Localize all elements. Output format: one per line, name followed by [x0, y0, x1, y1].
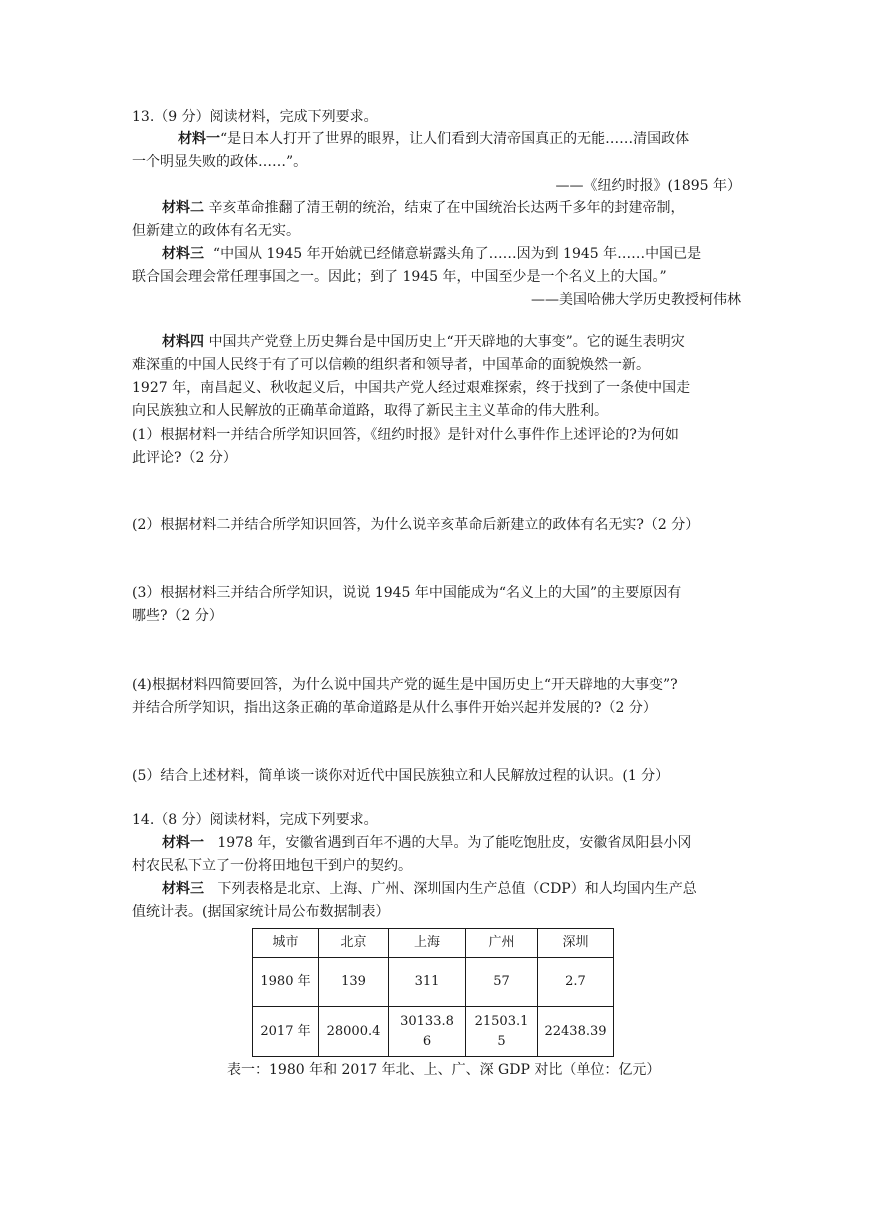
table-cell: 57	[466, 958, 538, 1007]
table-header-cell: 广州	[466, 929, 538, 958]
q13-header: 13.（9 分）阅读材料，完成下列要求。	[132, 109, 378, 125]
q13-material-4-line-1	[162, 332, 685, 352]
q13-material-2-line-2: 但新建立的政体有名无实。	[132, 223, 300, 239]
q13-sub-question-3-line-1: (3）根据材料三并结合所学知识，说说 1945 年中国能成为“名义上的大国”的主要原因有	[132, 585, 682, 601]
table-row	[253, 1007, 614, 1057]
q13-sub-question-1-line-2: 此评论?（2 分）	[132, 450, 237, 466]
table-cell	[466, 1007, 538, 1057]
q13-sub-question-4-line-2: 并结合所学知识，指出这条正确的革命道路是从什么事件开始兴起并发展的?（2 分）	[132, 700, 657, 716]
table-cell: 139	[319, 958, 389, 1007]
cell-text-line: 21503.1	[474, 1013, 529, 1029]
q14-header: 14.（8 分）阅读材料，完成下列要求。	[132, 812, 378, 828]
cell-text-line: 6	[422, 1033, 432, 1049]
q13-sub-question-4-line-1: (4)根据材料四简要回答，为什么说中国共产党的诞生是中国历史上“开天辟地的大事变”?	[132, 677, 678, 693]
q13-material-4-line-4: 向民族独立和人民解放的正确革命道路，取得了新民主主义革命的伟大胜利。	[132, 403, 608, 419]
table-cell: 2.7	[538, 958, 614, 1007]
q13-material-3-line-2: 联合国会理会常任理事国之一。因此；到了 1945 年，中国至少是一个名义上的大国。”	[132, 269, 667, 285]
material-label: 材料一	[178, 131, 220, 147]
material-label: 材料三	[162, 246, 204, 262]
q13-material-1-line-1	[178, 129, 689, 149]
q13-material-3-line-1	[162, 244, 701, 264]
q14-material-1-line-2: 村农民私下立了一份将田地包干到户的契约。	[132, 858, 412, 874]
q13-sub-question-1-line-1: (1）根据材料一并结合所学知识回答，《纽约时报》是针对什么事件作上述评论的?为何如	[132, 427, 679, 443]
q14-material-3-line-1	[162, 879, 697, 899]
gdp-table	[252, 928, 614, 1057]
table-header-cell: 北京	[319, 929, 389, 958]
cell-text-line: 5	[497, 1033, 506, 1049]
q14-material-1-line-1	[162, 833, 691, 853]
table-cell: 311	[389, 958, 466, 1007]
q13-material-3-source: ——美国哈佛大学历史教授柯伟林	[531, 292, 741, 308]
q13-material-1-line-2: 一个明显失败的政体……”。	[132, 154, 308, 170]
material-text: “是日本人打开了世界的眼界，让人们看到大清帝国真正的无能……清国政体	[220, 131, 690, 147]
material-label: 材料四	[162, 334, 204, 350]
material-label: 材料三	[162, 881, 204, 897]
material-text: 辛亥革命推翻了清王朝的统治，结束了在中国统治长达两千多年的封建帝制，	[208, 200, 685, 216]
table-header-cell: 上海	[389, 929, 466, 958]
table-cell: 22438.39	[538, 1007, 614, 1057]
table-cell: 28000.4	[319, 1007, 389, 1057]
material-text: 1978 年，安徽省遇到百年不遇的大旱。为了能吃饱肚皮，安徽省凤阳县小冈	[217, 835, 692, 851]
q13-material-4-line-3: 1927 年，南昌起义、秋收起义后，中国共产党人经过艰难探索，终于找到了一条使中国走	[132, 380, 691, 396]
table-header-cell: 城市	[253, 929, 319, 958]
q13-sub-question-2: (2）根据材料二并结合所学知识回答，为什么说辛亥革命后新建立的政体有名无实?（2 分）	[132, 517, 700, 533]
q13-material-4-line-2: 难深重的中国人民终于有了可以信赖的组织者和领导者，中国革命的面貌焕然一新。	[132, 357, 650, 373]
table-row	[253, 958, 614, 1007]
material-text: 下列表格是北京、上海、广州、深圳国内生产总值（CDP）和人均国内生产总	[217, 881, 697, 897]
material-label: 材料二	[162, 200, 204, 216]
q13-sub-question-5: (5）结合上述材料，简单谈一谈你对近代中国民族独立和人民解放过程的认识。(1 分）	[132, 768, 670, 784]
table-caption: 表一：1980 年和 2017 年北、上、广、深 GDP 对比（单位：亿元）	[227, 1062, 661, 1078]
material-text: “中国从 1945 年开始就已经储意崭露头角了……因为到 1945 年……中国已是	[212, 246, 702, 262]
table-header-row	[253, 929, 614, 958]
cell-text-line: 30133.8	[400, 1013, 454, 1029]
q14-material-3-line-2: 值统计表。(据国家统计局公布数据制表）	[132, 904, 390, 920]
table-cell: 2017 年	[253, 1007, 319, 1057]
q13-material-1-source: ——《纽约时报》(1895 年）	[555, 178, 741, 194]
table-cell	[389, 1007, 466, 1057]
material-text: 中国共产党登上历史舞台是中国历史上“开天辟地的大事变”。它的诞生表明灾	[208, 334, 685, 350]
table-cell: 1980 年	[253, 958, 319, 1007]
table-header-cell: 深圳	[538, 929, 614, 958]
q13-sub-question-3-line-2: 哪些?（2 分）	[132, 608, 223, 624]
q13-material-2-line-1	[162, 198, 684, 218]
material-label: 材料一	[162, 835, 204, 851]
